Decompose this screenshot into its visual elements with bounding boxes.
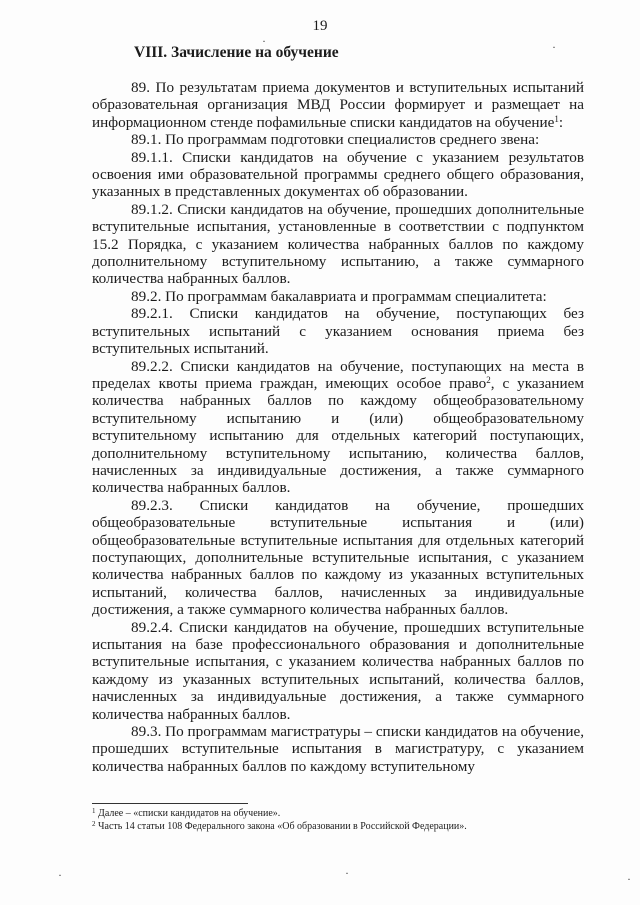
paragraph: 89. По результатам приема документов и вступительных испытаний образовательная организация МВД России формирует и размещает на информационном стенде пофамильные списки кандидатов на обучение$^1$:	[92, 79, 584, 131]
footnote: $^2$ Часть 14 статьи 108 Федерального закона «Об образовании в Российской Федерации».	[92, 819, 467, 832]
scan-speck: ·	[262, 34, 266, 48]
paragraph: 89.3. По программам магистратуры – списки кандидатов на обучение, прошедших вступительные испытания в магистратуру, с указанием количества набранных баллов по каждому вступительному	[92, 723, 584, 775]
scan-speck: ·	[552, 40, 556, 54]
footnote-ref[interactable]: 2	[486, 374, 491, 385]
paragraph: 89.1.2. Списки кандидатов на обучение, прошедших дополнительные вступительные испытания, установленные в соответствии с подпунктом 15.2 Порядка, с указанием количества набранных баллов по каждому дополнительному вступительному испытанию, а также суммарного количества набранных баллов.	[92, 200, 584, 288]
footnote-divider	[92, 803, 248, 804]
section-heading: VIII. Зачисление на обучение	[134, 44, 339, 61]
paragraph: 89.1. По программам подготовки специалистов среднего звена:	[131, 131, 540, 149]
body-text	[92, 79, 584, 775]
footnote: $^1$ Далее – «списки кандидатов на обучение».	[92, 807, 281, 819]
scan-speck: ·	[627, 872, 631, 886]
footnotes	[92, 808, 592, 833]
paragraph: 89.2.2. Списки кандидатов на обучение, поступающих на места в пределах квоты приема граждан, имеющих особое право$^2$, с указанием количества набранных баллов по каждому общеобразовательному вступительному испытанию и (или) общеобразовательному вступительному испытанию для отдельных категорий поступающих, дополнительному вступительному испытанию, количества баллов, начисленных за индивидуальные достижения, а также суммарного количества набранных баллов.	[92, 357, 584, 497]
paragraph: 89.2. По программам бакалавриата и программам специалитета:	[131, 287, 547, 305]
paragraph: 89.1.1. Списки кандидатов на обучение с указанием результатов освоения ими образовательной программы среднего общего образования, указанных в представленных документах об образовании.	[92, 148, 584, 201]
paragraph: 89.2.3. Списки кандидатов на обучение, прошедших общеобразовательные вступительные испытания и (или) общеобразовательные вступительные испытания для отдельных категорий поступающих, дополнительные вступительные испытания, с указанием количества набранных баллов по каждому из указанных вступительных испытаний, количества баллов, начисленных за индивидуальные достижения, а также суммарного количества набранных баллов.	[92, 496, 584, 619]
paragraph: 89.2.1. Списки кандидатов на обучение, поступающих без вступительных испытаний с указанием основания приема без вступительных испытаний.	[92, 305, 584, 358]
paragraph: 89.2.4. Списки кандидатов на обучение, прошедших вступительные испытания на базе профессионального образования и дополнительные вступительные испытания, с указанием количества набранных баллов по каждому из указанных вступительных испытаний, количества баллов, начисленных за индивидуальные достижения, а также суммарного количества набранных баллов.	[92, 618, 584, 723]
footnote-ref[interactable]: 1	[554, 113, 559, 124]
page-number: 19	[312, 18, 328, 34]
scan-speck: ·	[345, 866, 349, 880]
scan-speck: ·	[58, 868, 62, 882]
